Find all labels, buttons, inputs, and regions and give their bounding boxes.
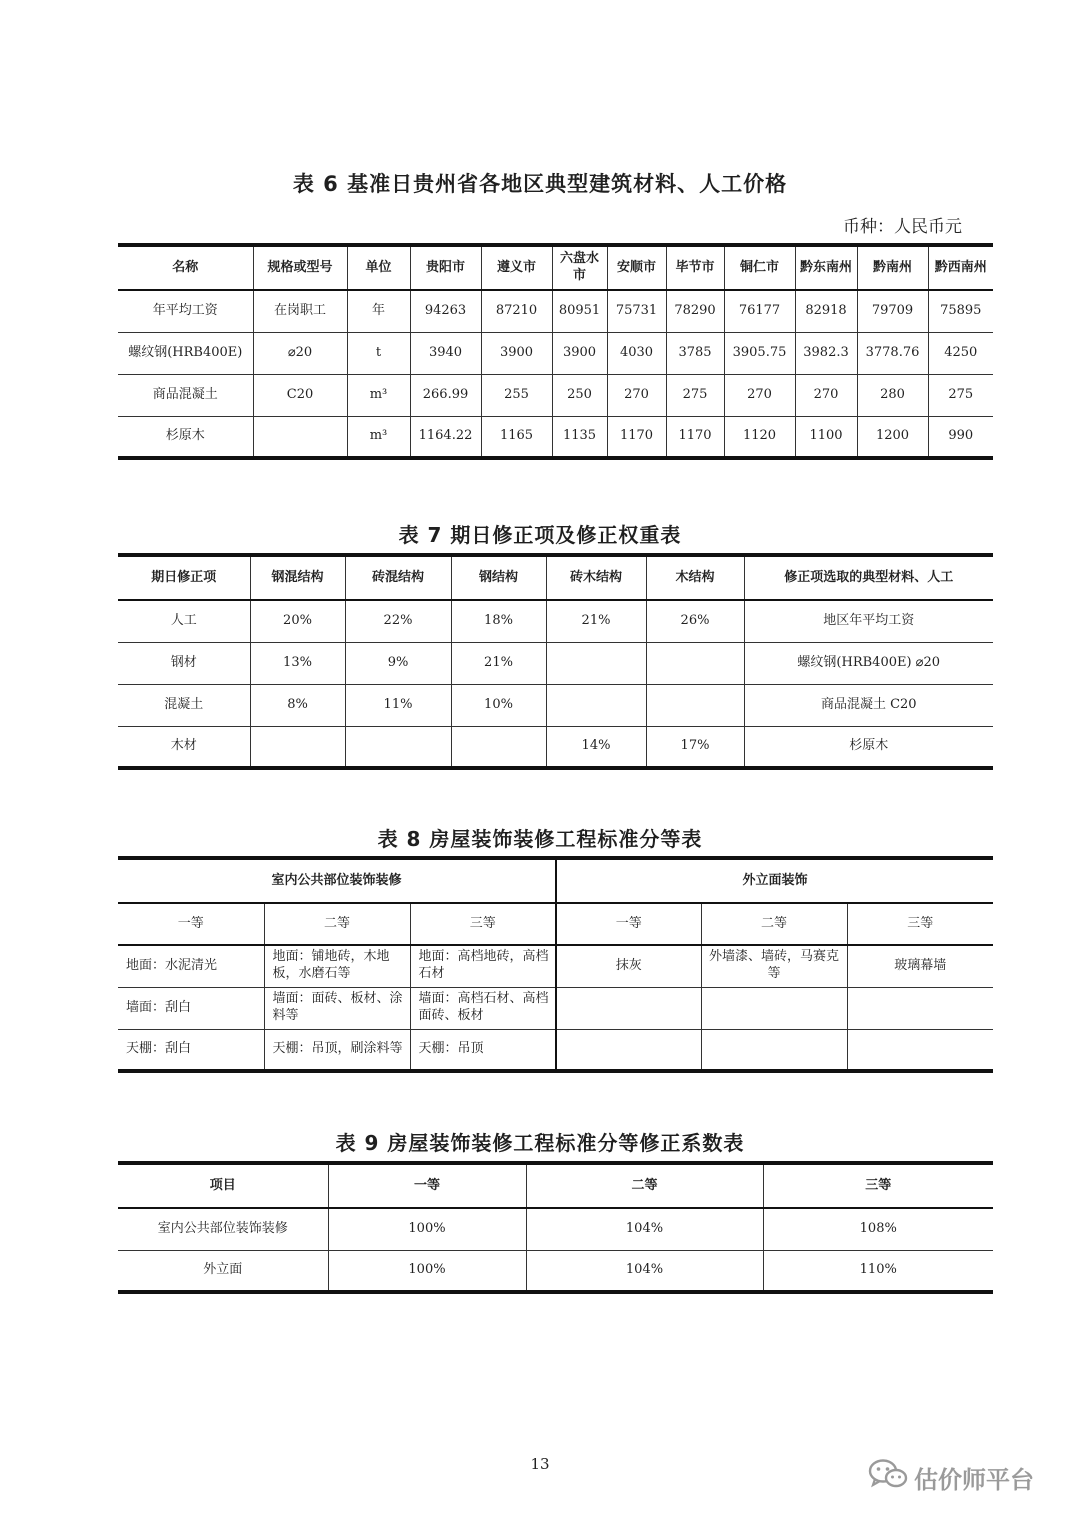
table-cell: 外立面 xyxy=(118,1250,328,1292)
table-row xyxy=(118,1250,993,1292)
table-cell: 255 xyxy=(481,374,552,416)
t6-header-unit: 单位 xyxy=(347,245,410,290)
table-cell: 4030 xyxy=(607,332,666,374)
t6-header-spec: 规格或型号 xyxy=(253,245,347,290)
table-cell: 木材 xyxy=(118,726,250,768)
table-cell: 94263 xyxy=(410,290,481,332)
table-cell: 21% xyxy=(546,600,646,642)
t7-header-steel: 钢结构 xyxy=(451,555,546,600)
table7-title: 表 7 期日修正项及修正权重表 xyxy=(398,523,682,547)
table-cell: 年 xyxy=(347,290,410,332)
t6-header-name: 名称 xyxy=(118,245,253,290)
table-cell: 墙面：刮白 xyxy=(118,987,264,1029)
table-cell: 3900 xyxy=(481,332,552,374)
t6-header-zunyi: 遵义市 xyxy=(481,245,552,290)
table-cell: m³ xyxy=(347,374,410,416)
table-cell: 270 xyxy=(724,374,795,416)
table-cell: 87210 xyxy=(481,290,552,332)
table-cell: 天棚：吊顶 xyxy=(410,1029,556,1071)
table-cell: 商品混凝土 C20 xyxy=(744,684,993,726)
table-cell xyxy=(646,684,744,726)
table-cell: 地面：水泥清光 xyxy=(118,945,264,987)
table6-header-row xyxy=(118,245,993,290)
table-cell: 270 xyxy=(607,374,666,416)
table8-grade-row xyxy=(118,903,993,945)
table-cell xyxy=(701,1029,847,1071)
page-number: 13 xyxy=(530,1455,550,1473)
table-cell: 18% xyxy=(451,600,546,642)
table-cell: 22% xyxy=(345,600,451,642)
table6 xyxy=(118,243,993,460)
table-cell: 混凝土 xyxy=(118,684,250,726)
wechat-icon xyxy=(868,1458,908,1496)
table-cell: 270 xyxy=(795,374,857,416)
table-cell: 266.99 xyxy=(410,374,481,416)
table-cell: 10% xyxy=(451,684,546,726)
table-cell: 1135 xyxy=(552,416,607,458)
table-cell: 1165 xyxy=(481,416,552,458)
t6-header-liupanshui: 六盘水市 xyxy=(552,245,607,290)
t8-grade-cell: 二等 xyxy=(701,903,847,945)
table-cell: 人工 xyxy=(118,600,250,642)
table-cell: 110% xyxy=(763,1250,993,1292)
table-cell xyxy=(546,642,646,684)
table-cell: 3982.3 xyxy=(795,332,857,374)
table-cell: 100% xyxy=(328,1250,526,1292)
table-cell: 杉原木 xyxy=(118,416,253,458)
table-cell: 280 xyxy=(857,374,928,416)
table-row xyxy=(118,332,993,374)
table-cell: 地面：铺地砖，木地板，水磨石等 xyxy=(264,945,410,987)
table-row xyxy=(118,642,993,684)
t8-header-interior: 室内公共部位装饰装修 xyxy=(118,858,556,903)
table-row xyxy=(118,416,993,458)
table-cell xyxy=(345,726,451,768)
table-cell: 外墙漆、墙砖，马赛克等 xyxy=(701,945,847,987)
table-cell: 80951 xyxy=(552,290,607,332)
t9-header-grade2: 二等 xyxy=(526,1163,763,1208)
table7 xyxy=(118,553,993,770)
table-cell: 1170 xyxy=(607,416,666,458)
table-cell: 3778.76 xyxy=(857,332,928,374)
table-cell: t xyxy=(347,332,410,374)
table-cell: 78290 xyxy=(666,290,724,332)
table-cell: 钢材 xyxy=(118,642,250,684)
table-cell xyxy=(646,642,744,684)
table7-header-row xyxy=(118,555,993,600)
table-row xyxy=(118,600,993,642)
t8-grade-cell: 一等 xyxy=(118,903,264,945)
table-cell: 13% xyxy=(250,642,345,684)
table8 xyxy=(118,856,993,1073)
table-row xyxy=(118,945,993,987)
table-cell: 14% xyxy=(546,726,646,768)
table9-title: 表 9 房屋装饰装修工程标准分等修正系数表 xyxy=(335,1131,745,1155)
table-cell: 1100 xyxy=(795,416,857,458)
table-row xyxy=(118,374,993,416)
t9-header-item: 项目 xyxy=(118,1163,328,1208)
t8-grade-cell: 二等 xyxy=(264,903,410,945)
table-cell: 250 xyxy=(552,374,607,416)
table-cell: 75731 xyxy=(607,290,666,332)
table9 xyxy=(118,1161,993,1294)
table-cell: 1120 xyxy=(724,416,795,458)
table-cell: 11% xyxy=(345,684,451,726)
watermark-text: 估价师平台 xyxy=(914,1465,1034,1494)
table-cell: 杉原木 xyxy=(744,726,993,768)
table-row xyxy=(118,684,993,726)
table-cell xyxy=(701,987,847,1029)
t7-header-brick-wood: 砖木结构 xyxy=(546,555,646,600)
table8-group-header-row xyxy=(118,858,993,903)
table-row xyxy=(118,1029,993,1071)
t9-header-grade1: 一等 xyxy=(328,1163,526,1208)
table-cell xyxy=(556,987,701,1029)
t7-header-item: 期日修正项 xyxy=(118,555,250,600)
t6-header-bijie: 毕节市 xyxy=(666,245,724,290)
table-cell: 8% xyxy=(250,684,345,726)
t7-header-steel-concrete: 钢混结构 xyxy=(250,555,345,600)
t6-header-qianxinan: 黔西南州 xyxy=(928,245,993,290)
table-cell: 3940 xyxy=(410,332,481,374)
table-cell xyxy=(451,726,546,768)
table-cell: 4250 xyxy=(928,332,993,374)
table-cell: C20 xyxy=(253,374,347,416)
table-cell: 275 xyxy=(928,374,993,416)
t6-header-qiannan: 黔南州 xyxy=(857,245,928,290)
table-cell: 3900 xyxy=(552,332,607,374)
t6-header-qiandongnan: 黔东南州 xyxy=(795,245,857,290)
table-cell: 100% xyxy=(328,1208,526,1250)
table-cell: 1164.22 xyxy=(410,416,481,458)
table-cell: 3785 xyxy=(666,332,724,374)
table-cell: 82918 xyxy=(795,290,857,332)
table-row xyxy=(118,987,993,1029)
table-cell: 1170 xyxy=(666,416,724,458)
table-cell: 9% xyxy=(345,642,451,684)
table-row xyxy=(118,1208,993,1250)
table-cell: m³ xyxy=(347,416,410,458)
table-row xyxy=(118,726,993,768)
table-cell: 墙面：高档石材、高档面砖、板材 xyxy=(410,987,556,1029)
table-cell xyxy=(847,1029,993,1071)
t6-header-tongren: 铜仁市 xyxy=(724,245,795,290)
table9-header-row xyxy=(118,1163,993,1208)
table-cell: 1200 xyxy=(857,416,928,458)
table-cell: 螺纹钢(HRB400E) xyxy=(118,332,253,374)
table-cell: 商品混凝土 xyxy=(118,374,253,416)
table-cell: 990 xyxy=(928,416,993,458)
table-cell xyxy=(546,684,646,726)
table-cell: 在岗职工 xyxy=(253,290,347,332)
table-cell: 21% xyxy=(451,642,546,684)
table-cell: 年平均工资 xyxy=(118,290,253,332)
table-cell xyxy=(253,416,347,458)
t7-header-material: 修正项选取的典型材料、人工 xyxy=(744,555,993,600)
table-cell: 108% xyxy=(763,1208,993,1250)
table-cell: 275 xyxy=(666,374,724,416)
table-cell: 104% xyxy=(526,1250,763,1292)
table-cell: 79709 xyxy=(857,290,928,332)
watermark xyxy=(868,1460,1034,1494)
t8-grade-cell: 三等 xyxy=(847,903,993,945)
table-cell: 墙面：面砖、板材、涂料等 xyxy=(264,987,410,1029)
t8-header-exterior: 外立面装饰 xyxy=(556,858,993,903)
table-cell: ⌀20 xyxy=(253,332,347,374)
table-cell: 20% xyxy=(250,600,345,642)
table-cell: 天棚：刮白 xyxy=(118,1029,264,1071)
table-cell: 3905.75 xyxy=(724,332,795,374)
table-cell: 室内公共部位装饰装修 xyxy=(118,1208,328,1250)
table6-title: 表 6 基准日贵州省各地区典型建筑材料、人工价格 xyxy=(292,172,788,196)
t8-grade-cell: 三等 xyxy=(410,903,556,945)
t7-header-wood: 木结构 xyxy=(646,555,744,600)
table-cell: 104% xyxy=(526,1208,763,1250)
table-cell: 76177 xyxy=(724,290,795,332)
table-cell xyxy=(250,726,345,768)
table-row xyxy=(118,290,993,332)
table-cell xyxy=(556,1029,701,1071)
table8-title: 表 8 房屋装饰装修工程标准分等表 xyxy=(377,827,703,851)
t7-header-brick-concrete: 砖混结构 xyxy=(345,555,451,600)
table-cell: 75895 xyxy=(928,290,993,332)
t9-header-grade3: 三等 xyxy=(763,1163,993,1208)
table-cell: 螺纹钢(HRB400E) ⌀20 xyxy=(744,642,993,684)
table-cell: 地面：高档地砖，高档石材 xyxy=(410,945,556,987)
table-cell xyxy=(847,987,993,1029)
table-cell: 17% xyxy=(646,726,744,768)
t8-grade-cell: 一等 xyxy=(556,903,701,945)
table-cell: 玻璃幕墙 xyxy=(847,945,993,987)
t6-header-anshun: 安顺市 xyxy=(607,245,666,290)
table-cell: 天棚：吊顶，刷涂料等 xyxy=(264,1029,410,1071)
table-cell: 抹灰 xyxy=(556,945,701,987)
t6-header-guiyang: 贵阳市 xyxy=(410,245,481,290)
table-cell: 地区年平均工资 xyxy=(744,600,993,642)
table-cell: 26% xyxy=(646,600,744,642)
currency-note: 币种：人民币元 xyxy=(843,217,962,237)
